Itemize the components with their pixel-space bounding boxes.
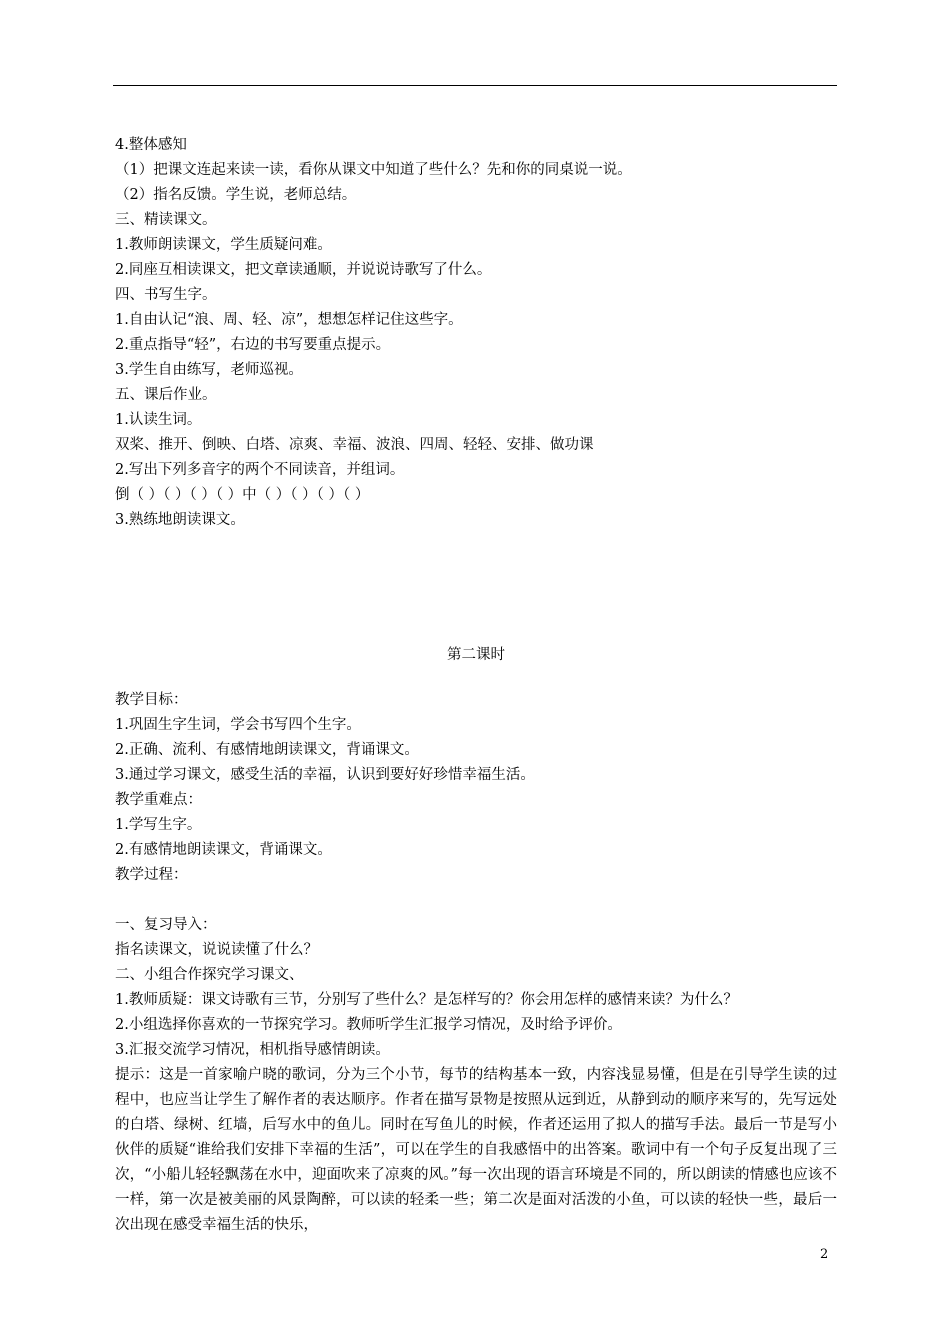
text-line: 1.教师质疑：课文诗歌有三节，分别写了些什么？是怎样写的？你会用怎样的感情来读？为什么？ bbox=[115, 992, 738, 1008]
tip-paragraph: 提示：这是一首家喻户晓的歌词，分为三个小节，每节的结构基本一致，内容浅显易懂，但是在引导学生读的过程中，也应当让学生了解作者的表达顺序。作者在描写景物是按照从远到近，从静到动的顺序来写的，先写远处的白塔、绿树、红墙，后写水中的鱼儿。同时在写鱼儿的时候，作者还运用了拟人的描写手法。最后一节是写小伙伴的质疑“谁给我们安排下幸福的生活”，可以在学生的自我感悟中的出答案。歌词中有一个句子反复出现了三次，“小船儿轻轻飘荡在水中，迎面吹来了凉爽的风。”每一次出现的语言环境是不同的，所以朗读的情感也应该不一样，第一次是被美丽的风景陶醉，可以读的轻柔一些；第二次是面对活泼的小鱼，可以读的轻快一些，最后一次出现在感受幸福生活的快乐， bbox=[115, 1067, 837, 1233]
section-heading: 一、复习导入： bbox=[115, 917, 217, 933]
text-line: 2.小组选择你喜欢的一节探究学习。教师听学生汇报学习情况，及时给予评价。 bbox=[115, 1017, 622, 1033]
text-line: 4.整体感知 bbox=[115, 137, 187, 153]
text-line: 1.教师朗读课文，学生质疑问难。 bbox=[115, 237, 332, 253]
section-heading: 教学重难点： bbox=[115, 792, 202, 808]
text-line: 1.自由认记“浪、周、轻、凉”，想想怎样记住这些字。 bbox=[115, 312, 463, 328]
text-line: 1.认读生词。 bbox=[115, 412, 202, 428]
text-line: （1）把课文连起来读一读，看你从课文中知道了些什么？先和你的同桌说一说。 bbox=[115, 162, 632, 178]
text-line: 3.汇报交流学习情况，相机指导感情朗读。 bbox=[115, 1042, 390, 1058]
header-rule bbox=[113, 85, 837, 86]
vocabulary-list: 双桨、推开、倒映、白塔、凉爽、幸福、波浪、四周、轻轻、安排、做功课 bbox=[115, 437, 594, 453]
text-line: 1.学写生字。 bbox=[115, 817, 202, 833]
section-lesson-one-continued bbox=[115, 133, 837, 533]
text-line: （2）指名反馈。学生说，老师总结。 bbox=[115, 187, 357, 203]
lesson-title: 第二课时 bbox=[447, 647, 505, 663]
text-line: 2.有感情地朗读课文，背诵课文。 bbox=[115, 842, 332, 858]
polyphone-exercise: 倒（ ）（ ）（ ）（ ）中（ ）（ ）（ ）（ ） bbox=[115, 487, 370, 503]
text-line: 3.通过学习课文，感受生活的幸福，认识到要好好珍惜幸福生活。 bbox=[115, 767, 535, 783]
text-line: 3.熟练地朗读课文。 bbox=[115, 512, 245, 528]
page-number: 2 bbox=[820, 1247, 829, 1262]
text-line: 2.写出下列多音字的两个不同读音，并组词。 bbox=[115, 462, 405, 478]
section-heading: 三、精读课文。 bbox=[115, 212, 217, 228]
text-line: 3.学生自由练写，老师巡视。 bbox=[115, 362, 303, 378]
section-heading: 教学过程： bbox=[115, 867, 188, 883]
text-line: 2.同座互相读课文，把文章读通顺，并说说诗歌写了什么。 bbox=[115, 262, 492, 278]
section-lesson-two-goals bbox=[115, 688, 837, 888]
text-line: 2.正确、流利、有感情地朗读课文，背诵课文。 bbox=[115, 742, 419, 758]
section-heading: 二、小组合作探究学习课文、 bbox=[115, 967, 304, 983]
section-heading: 五、课后作业。 bbox=[115, 387, 217, 403]
section-heading: 教学目标： bbox=[115, 692, 188, 708]
section-lesson-two-process bbox=[115, 913, 837, 1238]
section-heading: 四、书写生字。 bbox=[115, 287, 217, 303]
text-line: 1.巩固生字生词，学会书写四个生字。 bbox=[115, 717, 361, 733]
text-line: 指名读课文，说说读懂了什么？ bbox=[115, 942, 318, 958]
text-line: 2.重点指导“轻”，右边的书写要重点提示。 bbox=[115, 337, 391, 353]
document-body bbox=[115, 133, 837, 1238]
